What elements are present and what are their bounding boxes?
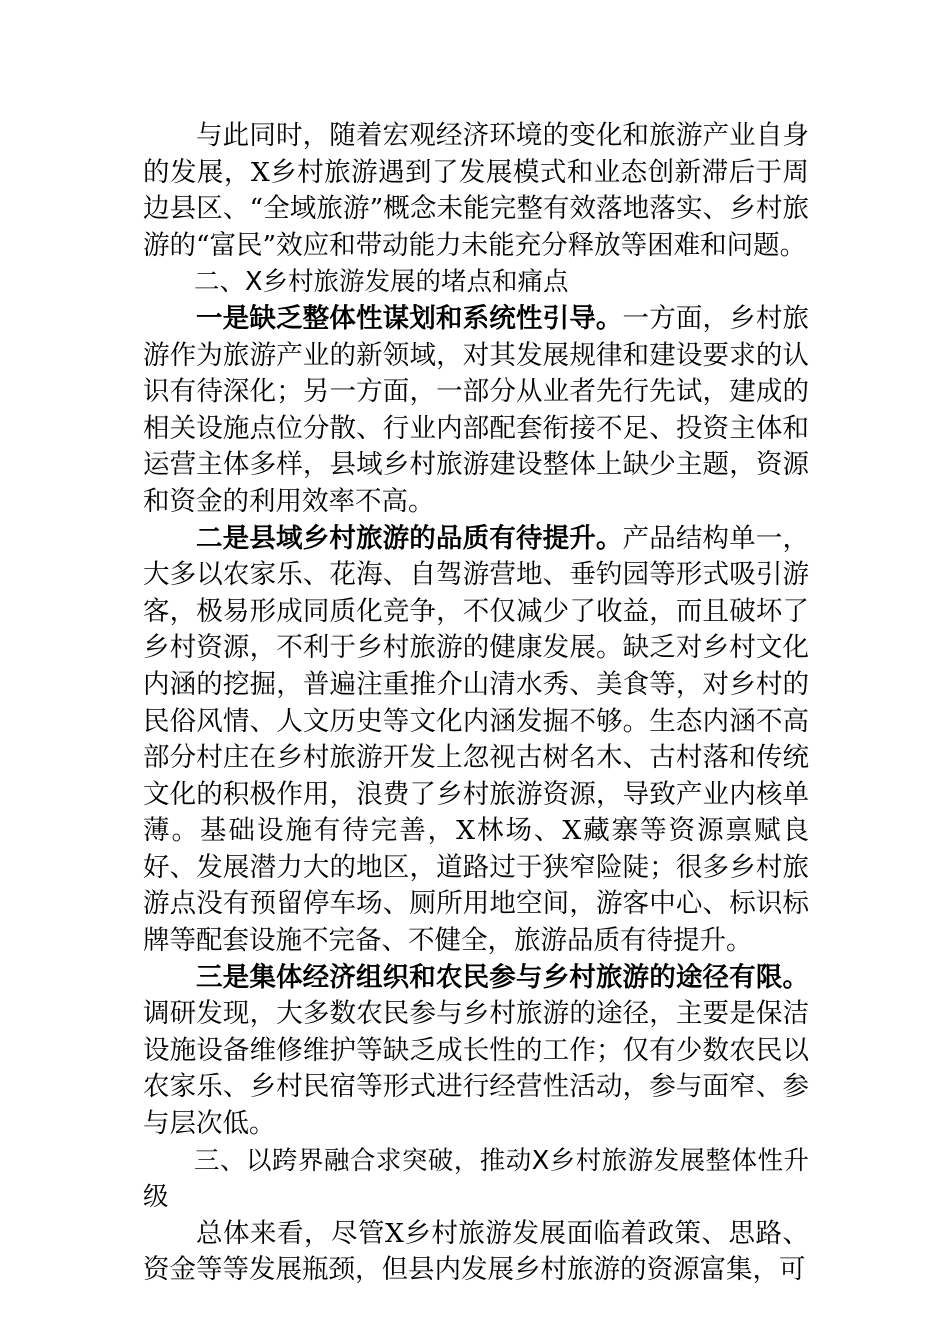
paragraph-point-1 (143, 301, 809, 521)
paragraph-intro: 与此同时，随着宏观经济环境的变化和旅游产业自身的发展，X乡村旅游遇到了发展模式和业态创新滞后于周边县区、“全域旅游”概念未能完整有效落地落实、乡村旅游的“富民”效应和带动能力未能充分释放等困难和问题。 (143, 120, 809, 261)
paragraph-point-3 (143, 960, 809, 1143)
paragraph-summary: 总体来看，尽管X乡村旅游发展面临着政策、思路、资金等等发展瓶颈，但县内发展乡村旅游的资源富集，可 (143, 1217, 809, 1286)
point-1-body: 一方面，乡村旅游作为旅游产业的新领域，对其发展规律和建设要求的认识有待深化；另一方面，一部分从业者先行先试，建成的相关设施点位分散、行业内部配套衔接不足、投资主体和运营主体多样，县域乡村旅游建设整体上缺少主题，资源和资金的利用效率不高。 (143, 302, 810, 517)
section-heading-3: 三、以跨界融合求突破，推动X乡村旅游发展整体性升级 (143, 1145, 809, 1213)
point-3-lead: 三是集体经济组织和农民参与乡村旅游的途径有限。 (196, 961, 809, 993)
document-body (143, 118, 809, 1289)
point-2-body: 产品结构单一，大多以农家乐、花海、自驾游营地、垂钓园等形式吸引游客，极易形成同质化竞争，不仅减少了收益，而且破坏了乡村资源，不利于乡村旅游的健康发展。缺乏对乡村文化内涵的挖掘，普遍注重推介山清水秀、美食等，对乡村的民俗风情、人文历史等文化内涵发掘不够。生态内涵不高部分村庄在乡村旅游开发上忽视古树名木、古村落和传统文化的积极作用，浪费了乡村旅游资源，导致产业内核单薄。基础设施有待完善，X林场、X藏寨等资源禀赋良好、发展潜力大的地区，道路过于狭窄险陡；很多乡村旅游点没有预留停车场、厕所用地空间，游客中心、标识标牌等配套设施不完备、不健全，旅游品质有待提升。 (143, 522, 810, 957)
point-3-body: 调研发现，大多数农民参与乡村旅游的途径，主要是保洁设施设备维修维护等缺乏成长性的工作；仅有少数农民以农家乐、乡村民宿等形式进行经营性活动，参与面窄、参与层次低。 (143, 998, 809, 1140)
point-1-lead: 一是缺乏整体性谋划和系统性引导。 (196, 302, 623, 334)
section-heading-2: 二、X乡村旅游发展的堵点和痛点 (194, 267, 569, 298)
point-2-lead: 二是县域乡村旅游的品质有待提升。 (196, 522, 623, 554)
paragraph-point-2 (143, 521, 809, 960)
